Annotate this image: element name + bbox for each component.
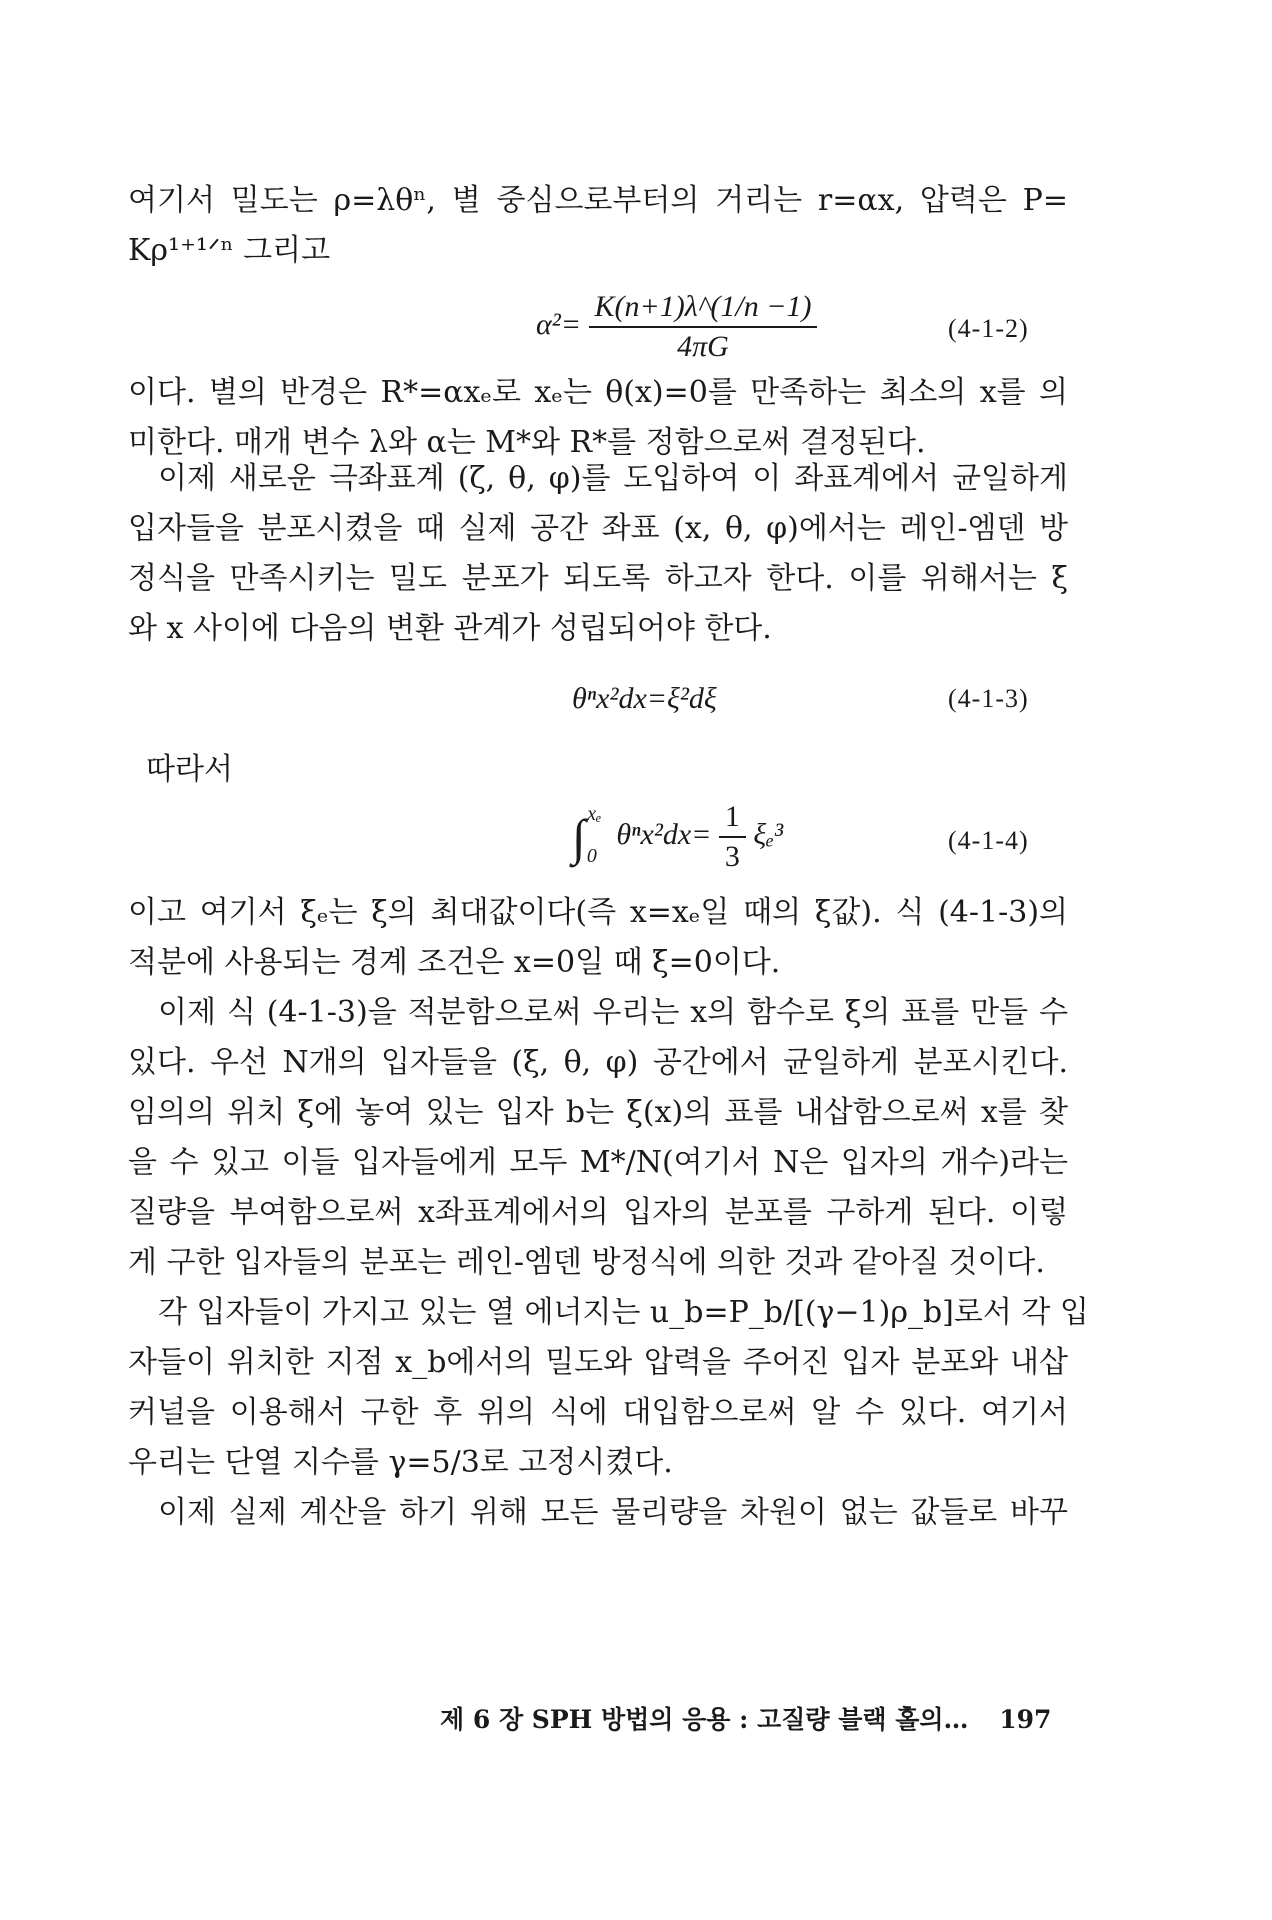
paragraph-7 bbox=[128, 1288, 1089, 1488]
equation-number: (4-1-2) bbox=[948, 314, 1029, 343]
integrand: θⁿx²dx= bbox=[616, 817, 712, 851]
text-line: 입자들을 분포시켰을 때 실제 공간 좌표 (x, θ, φ)에서는 레인-엠덴 방 bbox=[128, 511, 1068, 546]
text-line: 이다. 별의 반경은 R*=αxₑ로 xₑ는 θ(x)=0를 만족하는 최소의 x를 의 bbox=[128, 375, 1068, 410]
paragraph-1 bbox=[128, 176, 1068, 276]
integral-upper-limit: xₑ bbox=[587, 802, 602, 825]
text-line: 을 수 있고 이들 입자들에게 모두 M*/N(여기서 N은 입자의 개수)라는 bbox=[128, 1145, 1068, 1180]
equation-4-1-2 bbox=[536, 290, 817, 364]
equation-fraction bbox=[719, 800, 746, 874]
fraction-denominator: 3 bbox=[724, 840, 740, 873]
text-line: 질량을 부여함으로써 x좌표계에서의 입자의 분포를 구하게 된다. 이렇 bbox=[128, 1195, 1068, 1230]
text-line: 이제 식 (4-1-3)을 적분함으로써 우리는 x의 함수로 ξ의 표를 만들 수 bbox=[158, 995, 1068, 1030]
paragraph-6 bbox=[128, 988, 1068, 1288]
text-line: 자들이 위치한 지점 x_b에서의 밀도와 압력을 주어진 입자 분포와 내삽 bbox=[128, 1345, 1068, 1380]
text-line: 여기서 밀도는 ρ=λθⁿ, 별 중심으로부터의 거리는 r=αx, 압력은 P= bbox=[128, 183, 1068, 218]
integral-lower-limit: 0 bbox=[586, 844, 597, 867]
text-line: 우리는 단열 지수를 γ=5/3로 고정시켰다. bbox=[128, 1445, 673, 1480]
equation-lhs: α²= bbox=[536, 307, 581, 341]
text-line: 와 x 사이에 다음의 변환 관계가 성립되어야 한다. bbox=[128, 611, 772, 646]
integral-sign: ∫ bbox=[572, 809, 586, 865]
paragraph-3 bbox=[128, 454, 1068, 654]
text-line: 이고 여기서 ξₑ는 ξ의 최대값이다(즉 x=xₑ일 때의 ξ값). 식 (4-1-3)의 bbox=[128, 895, 1068, 930]
equation-numerator: K(n+1)λ^(1/n −1) bbox=[589, 290, 818, 328]
text-line: 있다. 우선 N개의 입자들을 (ξ, θ, φ) 공간에서 균일하게 분포시킨다. bbox=[128, 1045, 1068, 1080]
text-line: 적분에 사용되는 경계 조건은 x=0일 때 ξ=0이다. bbox=[128, 945, 781, 980]
equation-fraction bbox=[589, 290, 818, 364]
page-footer bbox=[440, 1700, 1051, 1736]
connector-text: 따라서 bbox=[146, 752, 233, 787]
text-line: 게 구한 입자들의 분포는 레인-엠덴 방정식에 의한 것과 같아질 것이다. bbox=[128, 1245, 1045, 1280]
text-line: 각 입자들이 가지고 있는 열 에너지는 u_b=P_b/[(γ−1)ρ_b]로서 각 입 bbox=[158, 1295, 1089, 1330]
text-line: 미한다. 매개 변수 λ와 α는 M*와 R*를 정함으로써 결정된다. bbox=[128, 425, 926, 460]
text-line: Kρ¹⁺¹ᐟⁿ 그리고 bbox=[128, 233, 331, 268]
text-line: 커널을 이용해서 구한 후 위의 식에 대입함으로써 알 수 있다. 여기서 bbox=[128, 1395, 1068, 1430]
text-line: 이제 실제 계산을 하기 위해 모든 물리량을 차원이 없는 값들로 바꾸 bbox=[158, 1495, 1068, 1530]
paragraph-2 bbox=[128, 368, 1068, 468]
equation-number: (4-1-3) bbox=[948, 684, 1029, 713]
equation-4-1-4 bbox=[572, 800, 783, 874]
text-line: 임의의 위치 ξ에 놓여 있는 입자 b는 ξ(x)의 표를 내삽함으로써 x를 찾 bbox=[128, 1095, 1068, 1130]
equation-rhs: ξₑ³ bbox=[753, 817, 784, 851]
paragraph-8 bbox=[128, 1488, 1068, 1538]
text-line: 정식을 만족시키는 밀도 분포가 되도록 하고자 한다. 이를 위해서는 ξ bbox=[128, 561, 1068, 596]
equation-denominator: 4πG bbox=[677, 330, 729, 363]
text-line: 이제 새로운 극좌표계 (ζ, θ, φ)를 도입하여 이 좌표계에서 균일하게 bbox=[158, 461, 1068, 496]
chapter-running-title: 제 6 장 SPH 방법의 응용 : 고질량 블랙 홀의… bbox=[440, 1705, 969, 1734]
page-number: 197 bbox=[999, 1705, 1052, 1734]
fraction-numerator: 1 bbox=[719, 800, 746, 838]
paragraph-5 bbox=[128, 888, 1068, 988]
equation-4-1-3: θⁿx²dx=ξ²dξ bbox=[572, 682, 717, 715]
equation-number: (4-1-4) bbox=[948, 826, 1029, 855]
